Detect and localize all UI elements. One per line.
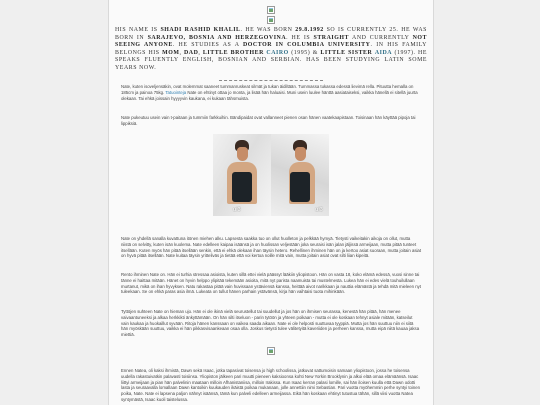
profile-page xyxy=(108,0,434,405)
sister-name: AIDA xyxy=(374,49,393,56)
broken-image-icon xyxy=(267,347,275,355)
intro-paragraph xyxy=(115,27,427,73)
study-field: DOCTOR IN COLUMBIA UNIVERSITY xyxy=(242,42,371,49)
character-name: SHADI RASHID KHALIL xyxy=(160,27,241,33)
intro-text: . HE WAS BORN xyxy=(240,27,296,33)
birthplace: SARAJEVO, BOSNIA AND HERZEGOVINA xyxy=(147,34,287,41)
section-divider xyxy=(219,80,323,81)
clothing-paragraph: Nate pukeutuu usein vain t-paitaan ja tummiin farkkuihin. Bändipaidat ovat vallanneet pienen osan hänen vaatekaapistaan. Toisinaan hän käyttää pipoja tai lippiksiä. xyxy=(121,115,416,126)
intro-text: . HE IS xyxy=(286,34,314,41)
tattoos-link[interactable]: Tatuointeja xyxy=(165,89,187,95)
photo-watermark: ui3 xyxy=(315,207,323,213)
intro-text: (1997). HE SPEAKS FLUENTLY ENGLISH, BOSNIAN AND SERBIAN. HAS BEEN STUDYING LATIN SOME YEARS NOW. xyxy=(115,49,428,71)
background-paragraph: Ennen Natea, oli kaksi ihmistä, Dawn sekä Isaac, jotka tapasivat toisensa jo high schoolissa, jatkuvat sattumoisin samaan yliopistoon, jossa he toisensa uudella rakastuivatkin palavasti toisiinsa. Yliopiston jälkeen pari muutti pieneen kaksioonsa kohti New Yorkin Brooklynin ja alkoi elää omaa elämäänsä. Isaac liittyi armeijaan ja pian hän palvelinin maataan milloin Afhanistaniisa, milloin Irakissa. Kun Isaac kerran palasi lomille, sai hän iloisen kuulla että Dawn odotti lasta ja seuraavalla lomallaan Dawn kantoikin kuukauden ikäistä poikaa mukanaan, jolle annettiin nimi Sebastian. Pari vuotta myöhemmin perhe syntyi toinen poika, Nate. Nate ei lapsena paljon nähnyt isäänsä, tämä kun palveli edelleen armeijassa. Eikä hän koskaan ehtinyt tutustua tähän, sillä viisi vuotta Natea syntymästä, Isaac kuoli taistelussa. xyxy=(121,368,421,402)
personality-paragraph: Nate on yhdellä sanalla kuvattuna itönen miehen alku. Lapsesta saakka tuo on ollut huolleton ja pelkkää hymyä. Tietysti vaikeitakin aikoja on ollut, mutta niistä on selvitty, kuten isän kuolema. Nate edelleen kaipaa isäänsä ja on huolissan veljestään joka seuraisi isän jalan jäljissä armeijaan, mutta pitää tunteet itsellään. Kuten myös hän pitää itsellään senkin, että ei ehkä olekaan ihan täysin hetero. Rehellinen ihminen hän on ja kertoo asiat suoraan, mutta joitain asiat on hyvä pitää itsellään. Nate kuitaa täysin yritteliväs ja tietää että voi kertoa noille mitä vain, mutta joitain asiat ovat silti liian kipeitä. xyxy=(121,236,422,259)
broken-image-icon xyxy=(267,6,275,14)
relationship-status: NOT SEEING ANYONE xyxy=(115,34,427,49)
intro-text: (1995) & xyxy=(288,49,321,56)
character-photo-left xyxy=(213,134,271,216)
paragraph-text: Nate, kuten isoveljensäkin, ovat molemmat saaneet tummanruskeat silmät ja tukan äidiltään. Tummassa tukassa edessä lievimä rella. Pituutta hemalla on 185cm ja painoa 75kg. xyxy=(121,84,414,95)
broken-image-icon xyxy=(267,16,275,24)
photo-watermark: ui3 xyxy=(233,207,241,213)
orientation: STRAIGHT xyxy=(313,34,349,41)
photo-pair xyxy=(213,134,329,216)
relationships-paragraph: Tyttöjen suhteen Nate on hieman ujo. Hän ei ole ikinä vielä seurustellut tai suudellut ja jos hän on ihmisen seurassa, kenestä hän pitää, hän menee vaivaantuneeksi ja alkaa herkkikti änkyttämään. On hän silti itseluon - parin tytöön ja yhteen poikaan - mutta ei ole koskaan tehnyt asiale mitään, katseilut vain kaukaa ja huokaillut syvään. Ritoja hänen kanssaan on vaikea saada aikaan. Nate ei ole helposti suuttuvaa tyyppiä. Mutta jos hän suuttuu niin ei siitä hän myöskään suuttuu, vaikka ei hän pikkasvisaankeaan osaa olla. Joskus tietysti tulee välitetyitä kaveriiden ja perheen kanssa, mutta eipä niitä kauaa jaksa miettiä. xyxy=(121,309,420,338)
brother-name: CAIRO xyxy=(266,49,289,56)
intro-text: AND CURRENTLY xyxy=(349,34,413,41)
birthdate: 29.8.1992 xyxy=(295,27,324,33)
intro-text: . IN HIS FAMILY BELONGS HIS xyxy=(115,42,427,56)
family-member: LITTLE SISTER xyxy=(320,49,373,56)
lifestyle-paragraph: Rento ihminen Nate on. Hän ei turhia stressaa asioista, kuten sillä ettei vielä päässyt lääkiin yliopistoon. Hän on vasta 18, koko elämä edessä, vuosi sinne tai tänne ei haittaa mitään. Hänet on hyvin helppo ylipitää tekemään asioita, mitä nyt parista naamuista tai mustelmesta. Lukea hän ei edes vielä touhuilullaan murtanut, mikä on ihan hyvyksen. Natu rakastaa pitää vain huvissaan ystäviensä kanssa, heittää aivot narikkaan ja nauttia elämästä ja tehdä mitä mieleen nyt tuleekaan. Se on ehkä paras asia ilmä. Lukeata on tullut hänen parhain ystävänsä, kirja hän vaihtaisi tuota mihinkään. xyxy=(121,272,421,295)
family-member: LITTLE BROTHER xyxy=(202,49,264,56)
family-member: DAD xyxy=(183,49,199,56)
appearance-paragraph xyxy=(121,84,421,101)
character-photo-right xyxy=(271,134,329,216)
intro-text: HIS NAME IS xyxy=(115,27,161,33)
paragraph-text: Nate on ehtinyt ottaa jo monta, ja lisää hän haluaisi. Muni usein luulee hänttä aasiataiseksi, vaikka hänellä ei sitellä juurta olekaan. Tai ehkä joissain hyyyyvin kaukana, ei kukaan tähsmuista. xyxy=(121,89,418,101)
intro-text: . HE STUDIES AS A xyxy=(172,42,243,49)
family-member: MOM xyxy=(162,49,180,56)
intro-text: , xyxy=(179,49,184,56)
intro-text: , xyxy=(198,49,203,56)
intro-text: SO IS CURRENTLY 25. HE WAS BORN IN xyxy=(115,27,427,41)
